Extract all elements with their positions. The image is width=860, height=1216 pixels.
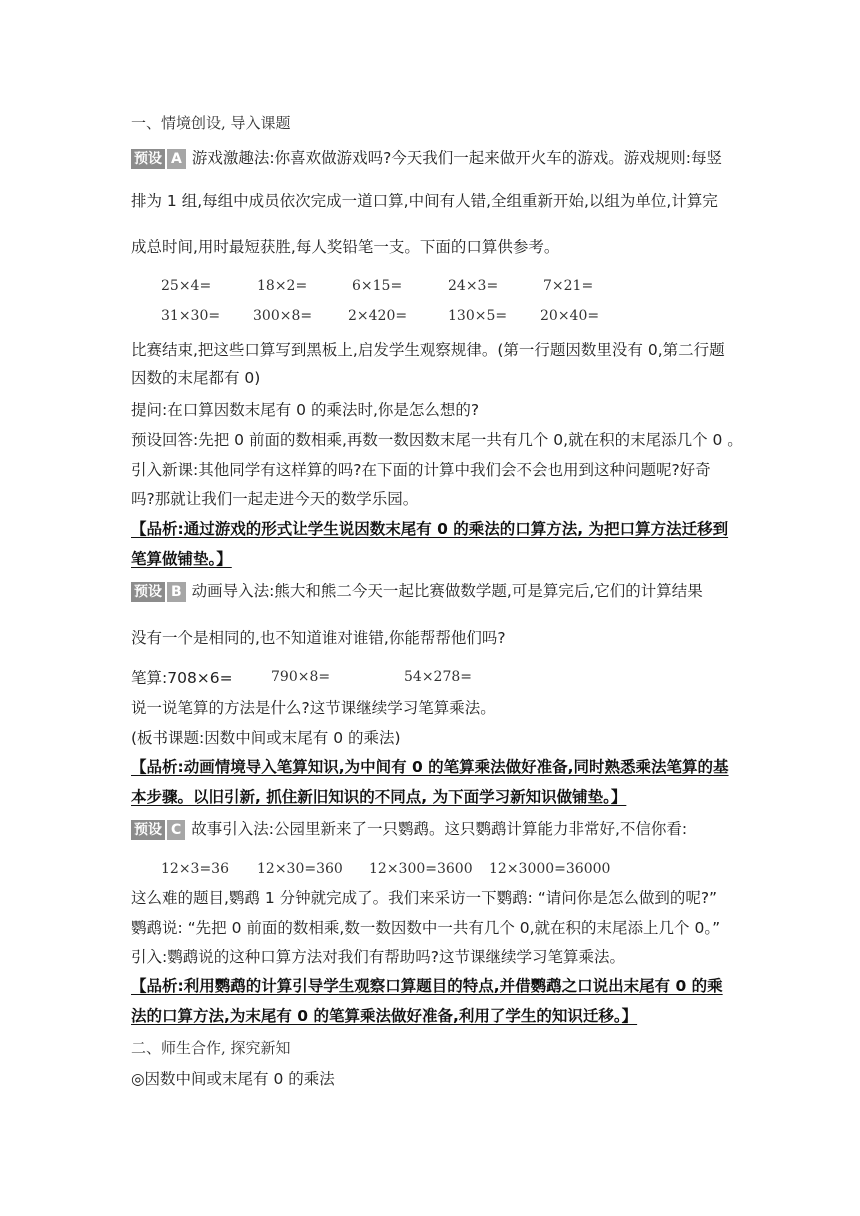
sub-heading: ◎因数中间或末尾有 0 的乘法 [131,1070,335,1088]
intro-line-1: 引入新课:其他同学有这样算的吗?在下面的计算中我们会不会也用到这种问题呢?好奇 [131,461,711,479]
written-calc-3: 54×278= [404,669,472,685]
written-calc-2: 790×8= [271,669,331,685]
preset-b-line-2: 没有一个是相同的,也不知道谁对谁错,你能帮帮他们吗? [131,629,506,647]
calc-item: 7×21= [543,278,594,294]
calc-item: 18×2= [257,278,308,294]
preset-a-line-3: 成总时间,用时最短获胜,每人奖铅笔一支。下面的口算供参考。 [131,238,560,256]
calc-item: 12×30=360 [257,861,343,877]
preset-c-line-1: 预设 C 故事引入法:公园里新来了一只鹦鹉。这只鹦鹉计算能力非常好,不信你看: [131,818,687,840]
board-title: (板书课题:因数中间或末尾有 0 的乘法) [131,729,401,747]
preset-b-badge: 预设 B [131,582,186,602]
calc-item: 300×8= [253,308,313,324]
method-question: 说一说笔算的方法是什么?这节课继续学习笔算乘法。 [131,699,496,717]
calc-item: 12×300=3600 [369,861,473,877]
parrot-para-1: 这么难的题目,鹦鹉 1 分钟就完成了。我们来采访一下鹦鹉: “请问你是怎么做到的呢?” [131,889,718,907]
calc-item: 2×420= [348,308,408,324]
calc-item: 12×3=36 [161,861,229,877]
analysis-note-a: 【品析:通过游戏的形式让学生说因数末尾有 0 的乘法的口算方法, 为把口算方法迁移到 笔算做铺垫。】 [131,520,729,568]
calc-item: 25×4= [161,278,212,294]
intro-line-2: 吗?那就让我们一起走进今天的数学乐园。 [131,490,419,508]
section-heading-2: 二、师生合作, 探究新知 [131,1039,291,1057]
calc-item: 24×3= [448,278,499,294]
calc-item: 130×5= [448,308,508,324]
preset-a-line-2: 排为 1 组,每组中成员依次完成一道口算,中间有人错,全组重新开始,以组为单位,计算完 [131,192,718,210]
written-calc-row [131,667,233,689]
written-calc-1: 笔算:708×6= [131,669,233,687]
calc-item: 6×15= [352,278,403,294]
analysis-note-b: 【品析:动画情境导入笔算知识,为中间有 0 的笔算乘法做好准备,同时熟悉乘法笔算的基 本步骤。以旧引新, 抓住新旧知识的不同点, 为下面学习新知识做铺垫。】 [131,758,729,806]
after-game-line-1: 比赛结束,把这些口算写到黑板上,启发学生观察规律。(第一行题因数里没有 0,第二行题 [131,341,725,359]
section-heading-1: 一、情境创设, 导入课题 [131,114,291,132]
preset-a-line-1: 预设 A 游戏激趣法:你喜欢做游戏吗?今天我们一起来做开火车的游戏。游戏规则:每竖 [131,147,722,169]
preset-b-line-1: 预设 B 动画导入法:熊大和熊二今天一起比赛做数学题,可是算完后,它们的计算结果 [131,580,703,602]
preset-answer: 预设回答:先把 0 前面的数相乘,再数一数因数末尾一共有几个 0,就在积的末尾添几个 0 。 [131,431,743,449]
preset-a-badge: 预设 A [131,149,186,169]
calc-item: 20×40= [540,308,600,324]
calc-item: 31×30= [161,308,221,324]
parrot-para-3: 引入:鹦鹉说的这种口算方法对我们有帮助吗?这节课继续学习笔算乘法。 [131,948,625,966]
analysis-note-c: 【品析:利用鹦鹉的计算引导学生观察口算题目的特点,并借鹦鹉之口说出末尾有 0 的乘 法的口算方法,为末尾有 0 的笔算乘法做好准备,利用了学生的知识迁移。】 [131,977,723,1025]
calc-item: 12×3000=36000 [489,861,611,877]
after-game-line-2: 因数的末尾都有 0) [131,369,261,387]
parrot-para-2: 鹦鹉说: “先把 0 前面的数相乘,数一数因数中一共有几个 0,就在积的末尾添上几个 0。” [131,919,721,937]
preset-c-badge: 预设 C [131,820,185,840]
question: 提问:在口算因数末尾有 0 的乘法时,你是怎么想的? [131,401,480,419]
